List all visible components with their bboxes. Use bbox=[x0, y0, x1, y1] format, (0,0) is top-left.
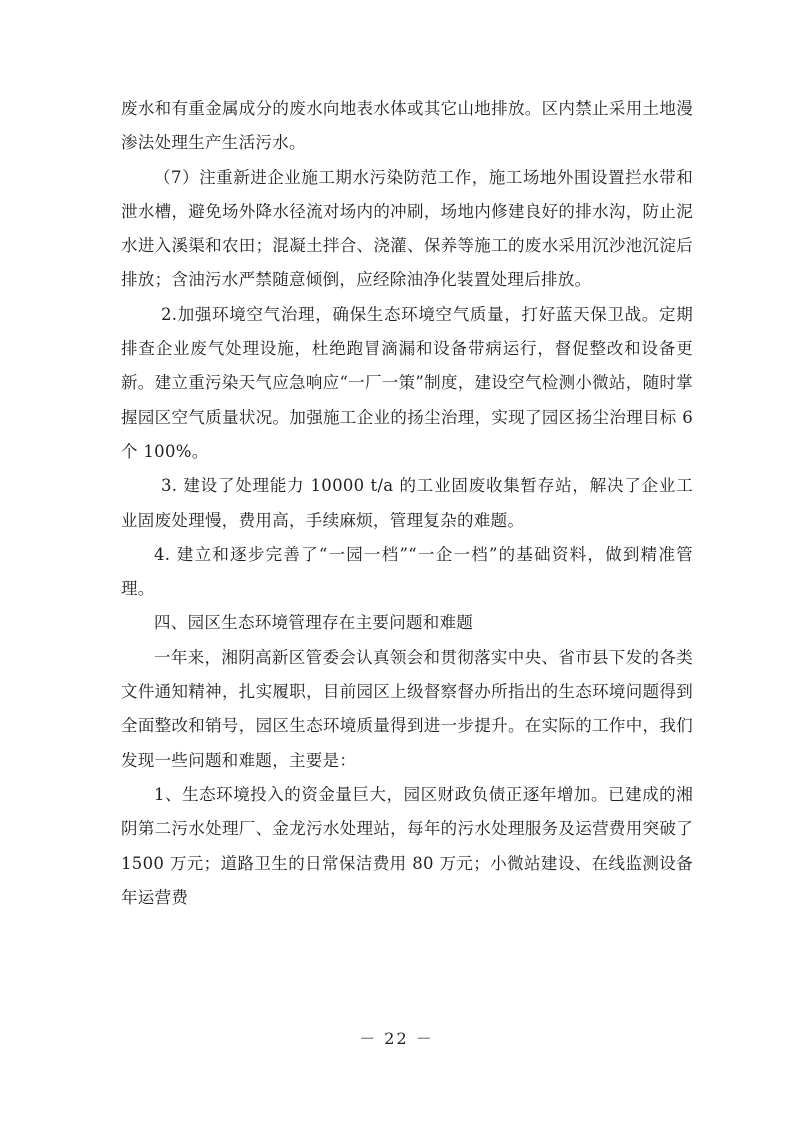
paragraph-archive-management: 4. 建立和逐步完善了“一园一档”“一企一档”的基础资料，做到精准管理。 bbox=[121, 544, 693, 599]
paragraph-year-summary: 一年来，湘阴高新区管委会认真领会和贯彻落实中央、省市县下发的各类文件通知精神，扎实履职，目前园区上级督察督办所指出的生态环境问题得到全面整改和销号，园区生态环境质量得到进一步提升。在实际的工作中，我们发现一些问题和难题，主要是： bbox=[121, 647, 693, 770]
section-heading-problems: 四、园区生态环境管理存在主要问题和难题 bbox=[154, 613, 474, 633]
paragraph-wastewater-discharge: 废水和有重金属成分的废水向地表水体或其它山地排放。区内禁止采用土地漫渗法处理生产生活污水。 bbox=[121, 99, 693, 153]
paragraph-construction-water-pollution: （7）注重新进企业施工期水污染防范工作，施工场地外围设置拦水带和泄水槽，避免场外降水径流对场内的冲刷，场地内修建良好的排水沟，防止泥水进入溪渠和农田；混凝土拌合、浇灌、保养等施工的废水采用沉沙池沉淀后排放；含油污水严禁随意倾倒，应经除油净化装置处理后排放。 bbox=[121, 167, 693, 290]
paragraph-funding-problem: 1、生态环境投入的资金量巨大，园区财政负债正逐年增加。已建成的湘阴第二污水处理厂、金龙污水处理站，每年的污水处理服务及运营费用突破了 1500 万元；道路卫生的日常保洁费用 80 万元；小微站建设、在线监测设备年运营费 bbox=[121, 784, 693, 907]
paragraph-air-governance: 2.加强环境空气治理，确保生态环境空气质量，打好蓝天保卫战。定期排查企业废气处理设施，杜绝跑冒滴漏和设备带病运行，督促整改和设备更新。建立重污染天气应急响应“一厂一策”制度，建设空气检测小微站，随时掌握园区空气质量状况。加强施工企业的扬尘治理，实现了园区扬尘治理目标 6 个 100%。 bbox=[121, 304, 693, 461]
body-text bbox=[121, 92, 693, 915]
page-number: － 22 － bbox=[359, 1029, 434, 1048]
paragraph-solid-waste-station: 3. 建设了处理能力 10000 t/a 的工业固废收集暂存站，解决了企业工业固废处理慢，费用高，手续麻烦，管理复杂的难题。 bbox=[121, 476, 693, 530]
